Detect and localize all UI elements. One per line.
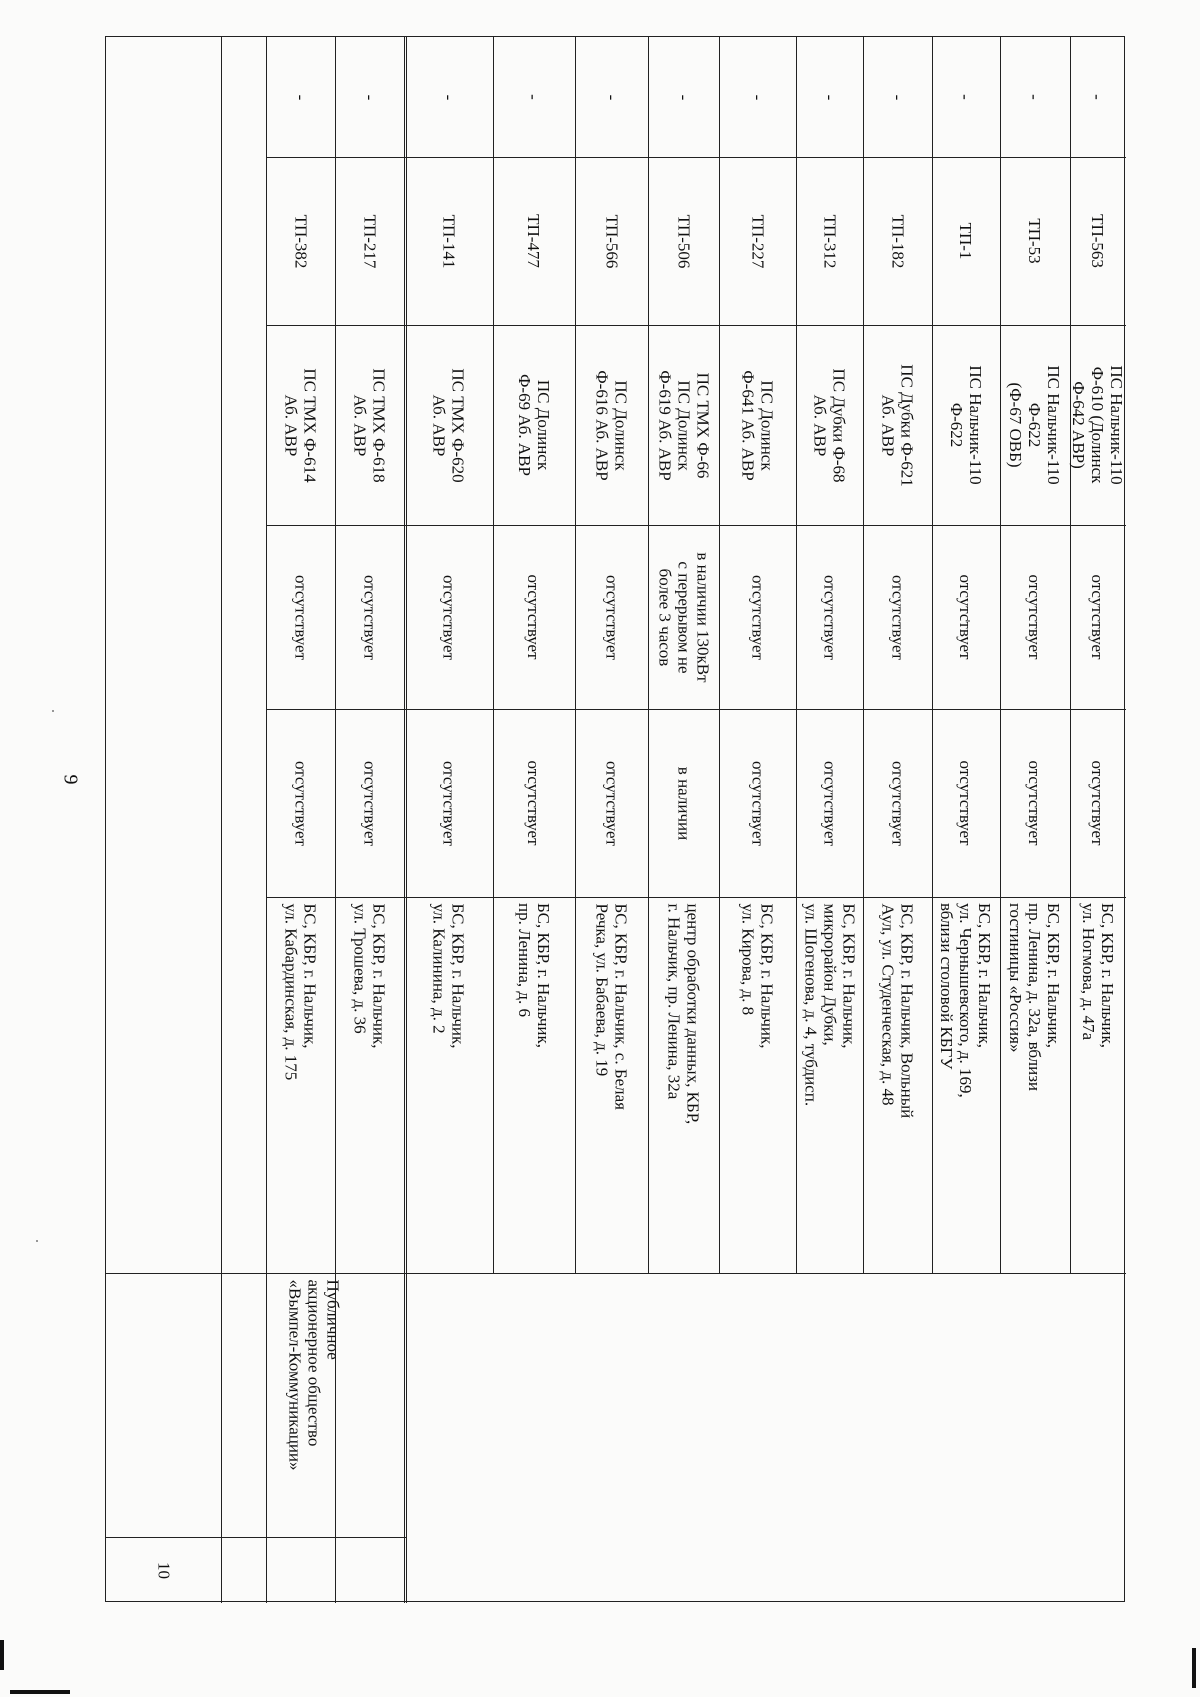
- row-8-object: БС, КБР, г. Нальчик, микрорайон Дубки, ул. Шогенова, д. 4, тубдисп.: [801, 903, 858, 1106]
- row-2-tp: ТП-217: [360, 214, 379, 268]
- row-10-col4: отсутствует: [956, 760, 976, 846]
- organization-name: Публичное акционерное общество «Вымпел-Коммуникации»: [285, 1279, 342, 1471]
- row-9-last-cell: [863, 37, 932, 157]
- row-11-last: -: [1025, 94, 1045, 100]
- page-number: 9: [59, 774, 82, 785]
- row-5-source-cell: [575, 325, 648, 525]
- row-8-col4: отсутствует: [820, 760, 839, 846]
- scan-dot: [52, 710, 54, 712]
- row-12-object-cell: [1070, 897, 1126, 1273]
- row-12-col4-cell: [1070, 709, 1126, 897]
- row-1-col5: отсутствует: [291, 574, 310, 660]
- scan-mark-top: [10, 1690, 70, 1694]
- row-number: 10: [154, 1561, 173, 1579]
- row-2-object-cell: [335, 897, 404, 1273]
- row-3-last: -: [439, 94, 458, 100]
- row-9-object: БС, КБР, г. Нальчик, Вольный Аул, ул. Студенческая, д. 48: [878, 903, 917, 1118]
- row-4-object-cell: [493, 897, 575, 1273]
- row-1-col5-cell: [266, 525, 335, 709]
- row-10-col5: отсутствует: [956, 574, 976, 660]
- row-8-last-cell: [796, 37, 863, 157]
- row-4-tp: ТП-477: [524, 214, 544, 268]
- scan-dot: [36, 1240, 38, 1242]
- row-12-tp: ТП-563: [1088, 214, 1108, 268]
- row-7-last-cell: [719, 37, 796, 157]
- row-8-col5-cell: [796, 525, 863, 709]
- row-3-col4: отсутствует: [439, 760, 458, 846]
- row-6-last: -: [674, 94, 693, 100]
- row-10-source: ПС Нальчик-110 Ф-622: [947, 365, 985, 485]
- row-2-col5: отсутствует: [360, 574, 379, 660]
- row-7-tp-cell: [719, 157, 796, 325]
- row-11-col5: отсутствует: [1025, 574, 1045, 660]
- row-8-source: ПС Дубки Ф-68 Аб. АВР: [810, 367, 849, 483]
- row-9-tp-cell: [863, 157, 932, 325]
- row-6-last-cell: [648, 37, 719, 157]
- scan-mark-left: [0, 1640, 4, 1670]
- row-11-col5-cell: [1000, 525, 1070, 709]
- row-7-col4: отсутствует: [748, 760, 767, 846]
- row-1-source: ПС ТМХ Ф-614 Аб. АВР: [281, 367, 320, 483]
- row-5-object: БС, КБР, г. Нальчик, с. Белая Речка, ул. Бабаева, д. 19: [592, 903, 631, 1110]
- scan-mark-right: [1192, 1648, 1196, 1688]
- row-8-tp: ТП-312: [820, 214, 839, 268]
- row-10-last: -: [956, 94, 976, 100]
- row-8-object-cell: [796, 897, 863, 1273]
- row-8-col4-cell: [796, 709, 863, 897]
- row-7-last: -: [748, 94, 767, 100]
- row-10-col5-cell: [932, 525, 1000, 709]
- row-1-object: БС, КБР, г. Нальчик, ул. Кабардинская, д. 175: [281, 903, 320, 1080]
- row-10-tp-cell: [932, 157, 1000, 325]
- row-2-col5-cell: [335, 525, 404, 709]
- row-5-last-cell: [575, 37, 648, 157]
- row-4-object: БС, КБР, г. Нальчик, пр. Ленина, д. 6: [515, 903, 553, 1049]
- row-11-object-cell: [1000, 897, 1070, 1273]
- row-6-source-cell: [648, 325, 719, 525]
- row-3-source-cell: [404, 325, 493, 525]
- row-2-col4-cell: [335, 709, 404, 897]
- row-3-source: ПС ТМХ Ф-620 Аб. АВР: [429, 367, 468, 483]
- row-6-source: ПС ТМХ Ф-66 ПС Долинск Ф-619 Аб. АВР: [655, 369, 712, 481]
- row-3-col5-cell: [404, 525, 493, 709]
- row-2-col4: отсутствует: [360, 760, 379, 846]
- row-5-tp: ТП-566: [602, 214, 621, 268]
- row-4-last-cell: [493, 37, 575, 157]
- row-6-object: центр обработки данных, КБР, г. Нальчик, пр. Ленина, 32а: [664, 903, 703, 1124]
- row-7-tp: ТП-227: [748, 214, 767, 268]
- row-1-last: -: [291, 94, 310, 100]
- row-9-tp: ТП-182: [888, 214, 907, 268]
- row-1-tp-cell: [266, 157, 335, 325]
- row-1-object-cell: [266, 897, 335, 1273]
- row-12-col5: отсутствует: [1088, 574, 1108, 660]
- data-table: [105, 36, 1125, 1602]
- row-11-tp: ТП-53: [1025, 218, 1045, 264]
- row-3-object-cell: [404, 897, 493, 1273]
- row-6-col5: в наличии 130кВт с перерывом не более 3 часов: [655, 551, 712, 683]
- row-4-source-cell: [493, 325, 575, 525]
- row-7-col5: отсутствует: [748, 574, 767, 660]
- row-10-last-cell: [932, 37, 1000, 157]
- row-8-last: -: [820, 94, 839, 100]
- row-5-object-cell: [575, 897, 648, 1273]
- row-9-object-cell: [863, 897, 932, 1273]
- row-9-source-cell: [863, 325, 932, 525]
- row-12-col5-cell: [1070, 525, 1126, 709]
- row-1-col4: отсутствует: [291, 760, 310, 846]
- organization-name-cell: [221, 1273, 406, 1603]
- row-6-tp-cell: [648, 157, 719, 325]
- row-3-tp: ТП-141: [439, 214, 458, 268]
- row-8-tp-cell: [796, 157, 863, 325]
- row-11-object: БС, КБР, г. Нальчик, пр. Ленина, д. 32а, вблизи гостиницы «Россия»: [1006, 903, 1064, 1092]
- row-11-last-cell: [1000, 37, 1070, 157]
- row-8-col5: отсутствует: [820, 574, 839, 660]
- row-9-last: -: [888, 94, 907, 100]
- row-1-last-cell: [266, 37, 335, 157]
- row-7-object-cell: [719, 897, 796, 1273]
- row-6-object-cell: [648, 897, 719, 1273]
- row-3-col4-cell: [404, 709, 493, 897]
- row-4-col5: отсутствует: [524, 574, 544, 660]
- row-7-col4-cell: [719, 709, 796, 897]
- row-11-col4-cell: [1000, 709, 1070, 897]
- row-2-last-cell: [335, 37, 404, 157]
- row-11-col4: отсутствует: [1025, 760, 1045, 846]
- row-9-source: ПС Дубки Ф-621 Аб. АВР: [878, 363, 917, 487]
- row-4-source: ПС Долинск Ф-69 Аб. АВР: [515, 374, 553, 476]
- row-5-source: ПС Долинск Ф-616 Аб. АВР: [592, 369, 631, 481]
- row-7-source-cell: [719, 325, 796, 525]
- row-11-source: ПС Нальчик-110 Ф-622 (Ф-67 ОВБ): [1006, 365, 1064, 485]
- row-6-col5-cell: [648, 525, 719, 709]
- row-12-col4: отсутствует: [1088, 760, 1108, 846]
- row-2-source-cell: [335, 325, 404, 525]
- row-6-col4: в наличии: [674, 766, 693, 840]
- row-9-col5: отсутствует: [888, 574, 907, 660]
- row-1-tp: ТП-382: [291, 214, 310, 268]
- row-4-col5-cell: [493, 525, 575, 709]
- row-3-last-cell: [404, 37, 493, 157]
- row-1-source-cell: [266, 325, 335, 525]
- row-11-tp-cell: [1000, 157, 1070, 325]
- row-2-tp-cell: [335, 157, 404, 325]
- row-3-object: БС, КБР, г. Нальчик, ул. Калинина, д. 2: [429, 903, 468, 1049]
- row-11-source-cell: [1000, 325, 1070, 525]
- row-5-col5: отсутствует: [602, 574, 621, 660]
- row-7-source: ПС Долинск Ф-641 Аб. АВР: [738, 369, 777, 481]
- row-number-cell: [106, 1537, 221, 1603]
- row-12-last: -: [1088, 94, 1108, 100]
- row-10-object-cell: [932, 897, 1000, 1273]
- row-9-col5-cell: [863, 525, 932, 709]
- row-5-col4: отсутствует: [602, 760, 621, 846]
- row-7-object: БС, КБР, г. Нальчик, ул. Кирова, д. 8: [738, 903, 777, 1049]
- row-9-col4-cell: [863, 709, 932, 897]
- row-12-tp-cell: [1070, 157, 1126, 325]
- row-2-source: ПС ТМХ Ф-618 Аб. АВР: [350, 367, 389, 483]
- row-3-tp-cell: [404, 157, 493, 325]
- row-1-col4-cell: [266, 709, 335, 897]
- row-12-source: ПС Нальчик-110 Ф-610 (Долинск Ф-642 АВР): [1069, 365, 1127, 485]
- row-4-last: -: [524, 94, 544, 100]
- row-10-source-cell: [932, 325, 1000, 525]
- row-12-source-cell: [1070, 325, 1126, 525]
- row-6-tp: ТП-506: [674, 214, 693, 268]
- row-12-object: БС, КБР, г. Нальчик, ул. Ногмова, д. 47а: [1079, 903, 1117, 1049]
- row-5-last: -: [602, 94, 621, 100]
- row-4-col4: отсутствует: [524, 760, 544, 846]
- row-12-last-cell: [1070, 37, 1126, 157]
- row-2-last: -: [360, 94, 379, 100]
- row-7-col5-cell: [719, 525, 796, 709]
- row-10-col4-cell: [932, 709, 1000, 897]
- row-2-object: БС, КБР, г. Нальчик, ул. Трошева, д. 36: [350, 903, 389, 1049]
- row-10-object: БС, КБР, г. Нальчик, ул. Чернышевского, д. 169, вблизи столовой КБГУ: [937, 903, 995, 1098]
- row-6-col4-cell: [648, 709, 719, 897]
- row-5-tp-cell: [575, 157, 648, 325]
- row-5-col4-cell: [575, 709, 648, 897]
- row-10-tp: ТП-1: [956, 222, 976, 260]
- row-9-col4: отсутствует: [888, 760, 907, 846]
- row-4-tp-cell: [493, 157, 575, 325]
- row-3-col5: отсутствует: [439, 574, 458, 660]
- row-8-source-cell: [796, 325, 863, 525]
- row-5-col5-cell: [575, 525, 648, 709]
- row-4-col4-cell: [493, 709, 575, 897]
